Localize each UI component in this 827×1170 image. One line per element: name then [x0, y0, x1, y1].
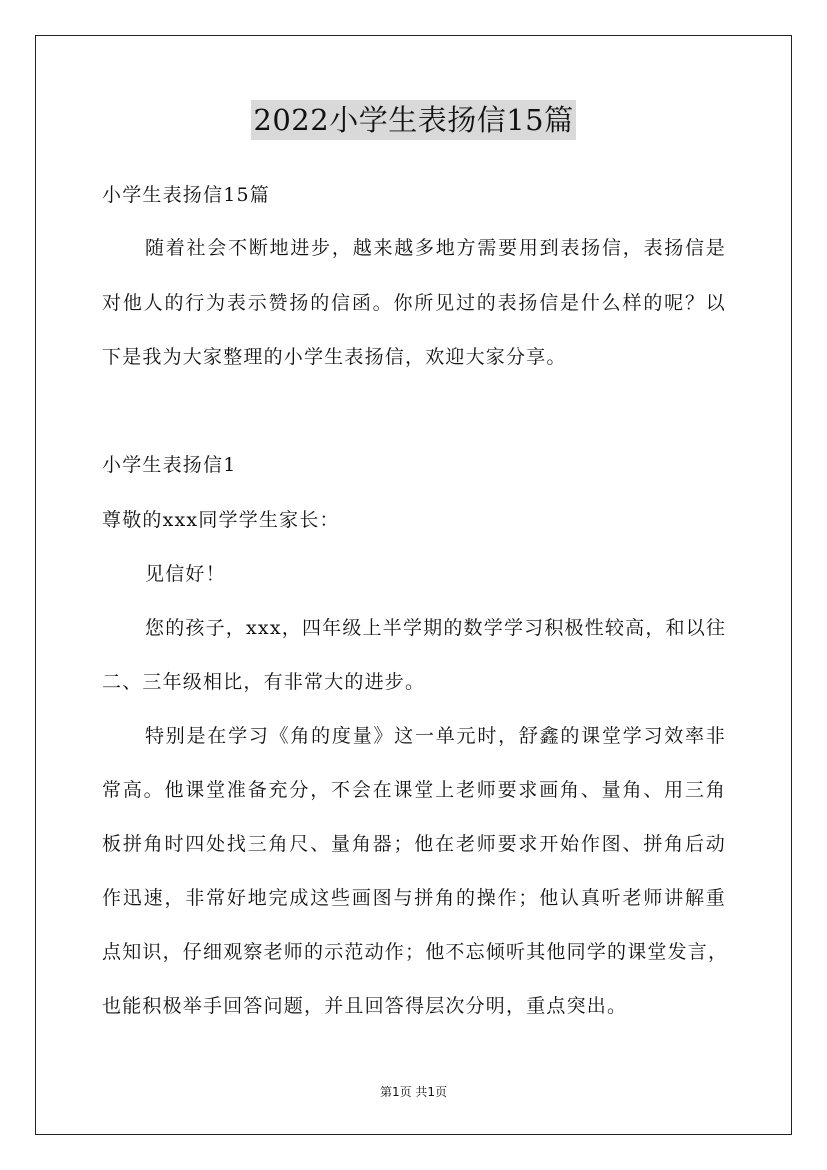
document-title-text: 2022小学生表扬信15篇 — [251, 100, 575, 140]
letter-greeting: 见信好！ — [145, 563, 226, 585]
paragraph-2-line-5: 点知识，仔细观察老师的示范动作；他不忘倾听其他同学的课堂发言， — [102, 941, 729, 963]
paragraph-2-line-4: 作迅速，非常好地完成这些画图与拼角的操作；他认真听老师讲解重 — [102, 887, 726, 909]
paragraph-2-line-2: 常高。他课堂准备充分，不会在课堂上老师要求画角、量角、用三角 — [102, 779, 726, 801]
paragraph-1-line-2: 二、三年级相比，有非常大的进步。 — [102, 671, 426, 693]
intro-line-1: 随着社会不断地进步，越来越多地方需要用到表扬信，表扬信是 — [145, 237, 726, 259]
intro-line-3: 下是我为大家整理的小学生表扬信，欢迎大家分享。 — [102, 346, 567, 368]
page-footer: 第1页 共1页 — [379, 1085, 448, 1099]
paragraph-2-line-1: 特别是在学习《角的度量》这一单元时，舒鑫的课堂学习效率非 — [145, 725, 726, 747]
letter-salutation: 尊敬的xxx同学学生家长： — [102, 509, 340, 531]
paragraph-2-line-3: 板拼角时四处找三角尺、量角器；他在老师要求开始作图、拼角后动 — [102, 833, 726, 855]
intro-line-2: 对他人的行为表示赞扬的信函。你所见过的表扬信是什么样的呢？以 — [102, 292, 726, 314]
document-subtitle: 小学生表扬信15篇 — [102, 184, 270, 206]
document-title — [0, 100, 827, 140]
paragraph-1-line-1: 您的孩子，xxx，四年级上半学期的数学学习积极性较高，和以往 — [145, 617, 727, 639]
letter-heading: 小学生表扬信1 — [102, 454, 237, 476]
paragraph-2-line-6: 也能积极举手回答问题，并且回答得层次分明，重点突出。 — [102, 995, 628, 1017]
